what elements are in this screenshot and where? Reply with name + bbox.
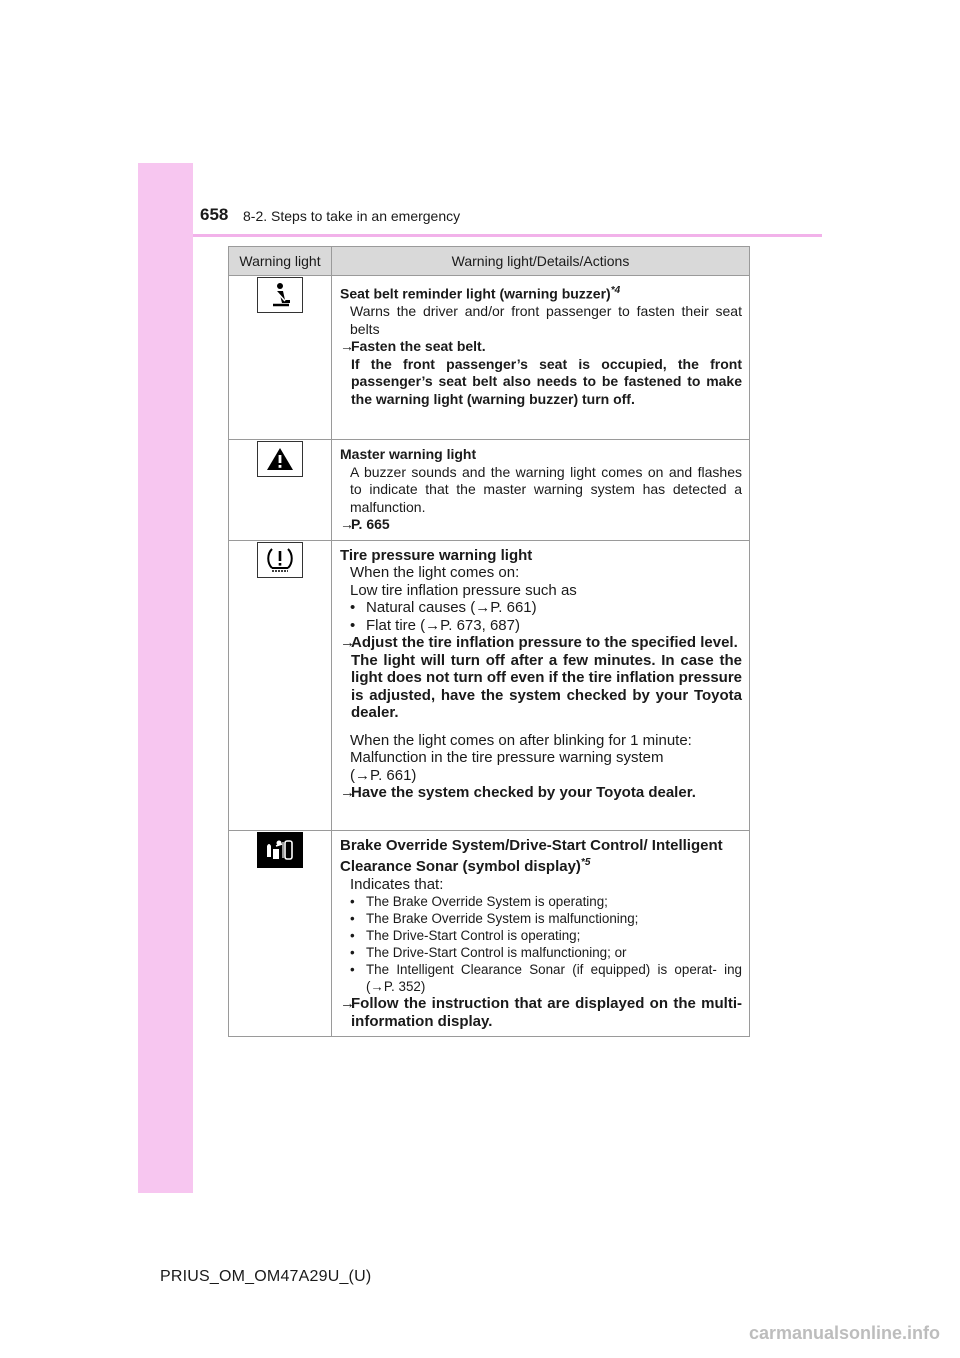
row-title: Brake Override System/Drive-Start Control/ Intelligent Clearance Sonar (symbol display)$^{*5}$ [340,836,723,875]
row-description: A buzzer sounds and the warning light comes on and flashes to indicate that the master warning system has detected a malfunction. [350,463,742,515]
action-line: → Have the system checked by your Toyota dealer. [340,784,696,801]
brake-override-icon [257,832,303,868]
condition-line: When the light comes on: [350,564,520,581]
seat-belt-icon [257,277,303,313]
condition-line: Malfunction in the tire pressure warning system [350,749,664,766]
list-item: • The Brake Override System is malfunctioning; [350,911,639,926]
icon-cell [229,830,332,1037]
document-id: PRIUS_OM_OM47A29U_(U) [160,1268,372,1285]
details-cell [332,830,750,1037]
header-rule [193,234,822,237]
condition-line: Indicates that: [350,875,444,893]
section-title: 8-2. Steps to take in an emergency [243,208,461,224]
tire-pressure-icon [257,542,303,578]
side-tab [138,163,193,1193]
table-row [229,440,750,541]
details-cell [332,440,750,541]
list-item: • The Brake Override System is operating; [350,894,608,909]
table-header-row [229,247,750,276]
column-header-details: Warning light/Details/Actions [332,247,750,276]
list-item: • The Intelligent Clearance Sonar (if equipped) is operat- ing (→P. 352) [350,962,742,994]
list-item: • The Drive-Start Control is operating; [350,928,581,943]
list-item: • The Drive-Start Control is malfunctioning; or [350,945,627,960]
details-cell [332,540,750,830]
row-title: Tire pressure warning light [340,546,533,564]
warning-light-table [228,246,750,1037]
watermark: carmanualsonline.info [748,1323,940,1343]
details-cell [332,276,750,440]
row-title: Master warning light [340,446,477,462]
reference-line: (→P. 661) [350,766,417,784]
table-row [229,830,750,1037]
action-line: → Follow the instruction that are displayed on the multi- information display. [340,995,742,1030]
master-warning-icon [257,441,303,477]
action-detail: The light will turn off after a few minutes. In case the light does not turn off even if the tire inflation pressure is adjusted, have the system checked by your Toyota dealer. [351,651,742,721]
page-number: 658 [200,205,229,224]
action-line: → Adjust the tire inflation pressure to the specified level. [340,634,738,651]
icon-cell [229,276,332,440]
action-line: → Fasten the seat belt. [340,338,486,355]
action-detail: If the front passenger’s seat is occupied, the front passenger’s seat belt also needs to be fastened to make the warning light (warning buzzer) turn off. [351,355,742,407]
action-line: → P. 665 [340,516,390,532]
row-description: Warns the driver and/or front passenger to fasten their seat belts [350,303,742,337]
condition-line: When the light comes on after blinking for 1 minute: [350,731,692,749]
row-title: Seat belt reminder light (warning buzzer)$^{*4}$ [340,285,621,302]
list-item: • Flat tire (→P. 673, 687) [350,616,520,634]
list-item: • Natural causes (→P. 661) [350,599,537,616]
icon-cell [229,540,332,830]
condition-line: Low tire inflation pressure such as [350,581,577,599]
column-header-warning-light: Warning light [229,247,332,276]
table-row [229,540,750,830]
icon-cell [229,440,332,541]
table-row [229,276,750,440]
